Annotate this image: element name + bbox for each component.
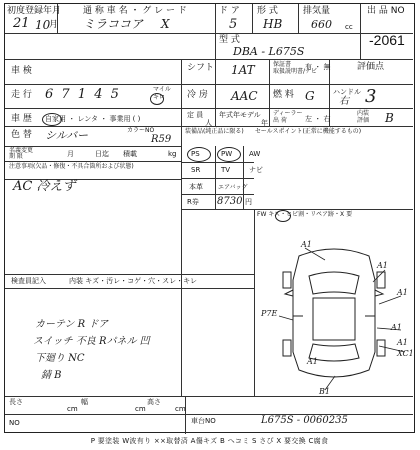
warranty-options: 有 ・ 無 <box>305 63 331 71</box>
shape-value: HB <box>263 17 283 31</box>
height-unit: cm <box>175 405 186 413</box>
equip-navi: ナビ <box>249 166 263 174</box>
equipment-label: 装備品(純正品に限る) <box>185 128 244 135</box>
rule <box>181 178 254 179</box>
recycle-unit: 円 <box>245 198 252 206</box>
first-reg-year: 21 <box>13 16 30 31</box>
deadline-label: 期 限 <box>9 153 23 160</box>
lot-label: 出 品 NO <box>367 6 405 16</box>
inspection-label: 車 検 <box>11 66 32 76</box>
color-no-label: カラーNO <box>127 127 155 134</box>
rule <box>5 274 254 275</box>
mileage-unit-km: キロ <box>153 94 166 101</box>
inspector-note-3: 下廻り NC <box>35 353 85 364</box>
equip-tv: TV <box>221 166 231 174</box>
mark-right-door: A1 <box>397 338 408 347</box>
car-damage-diagram <box>255 220 413 396</box>
dealer-options: 左 ・ 右 <box>305 115 331 123</box>
color-no-value: R59 <box>151 134 172 145</box>
rule <box>181 209 413 210</box>
usage-options: 自家用 ・ レンタ ・ 事業用 ( ) <box>45 115 141 123</box>
chassis-label: 車台NO <box>191 417 216 425</box>
rule <box>5 396 413 397</box>
interior-value: B <box>385 111 394 125</box>
auction-sheet <box>4 3 415 433</box>
rule <box>215 4 216 59</box>
interior-sub: 評価 <box>357 117 370 124</box>
mark-left: P7E <box>261 309 278 318</box>
length-label: 長さ <box>9 398 23 406</box>
rule <box>5 288 254 289</box>
chassis-value: L675S - 0060235 <box>261 415 348 426</box>
inspector-note-4: 錆 B <box>41 370 62 381</box>
notes-label: 注意事項(欠品・修復・不具合箇所および状態) <box>9 163 134 170</box>
door-label: ド ア <box>219 6 240 16</box>
name-change-label: 名義変更 <box>9 147 34 154</box>
car-name-value: ミラココア <box>83 17 144 31</box>
rule <box>5 59 413 60</box>
deadline-day: 日迄 <box>95 150 109 158</box>
length-unit: cm <box>67 405 78 413</box>
color-value: シルバー <box>45 129 88 142</box>
inspector-note-1: カーテン R ドア <box>35 319 109 330</box>
equip-sr: SR <box>191 166 201 174</box>
equip-ps: PS <box>191 150 200 158</box>
recycle-label: R券 <box>187 198 199 206</box>
rule <box>269 59 270 126</box>
ac-value: AAC <box>231 89 258 103</box>
no-label: NO <box>9 419 20 427</box>
drive-value: 右 <box>339 96 349 107</box>
first-reg-month-suffix: 月 <box>49 20 59 30</box>
rule <box>185 396 186 434</box>
inspector-note-2: スイッチ 不良 Rパネル 凹 <box>33 336 150 347</box>
sales-point-label: セールスポイント(正常に機能するもの) <box>255 128 362 135</box>
width-label: 幅 <box>81 398 88 406</box>
rule <box>181 59 182 396</box>
equip-pw-circle <box>217 147 241 162</box>
model-value: DBA - L675S <box>233 45 305 58</box>
inspector-label: 検査員記入 <box>11 277 46 285</box>
capacity-unit: 人 <box>205 119 212 127</box>
height-label: 高さ <box>147 398 161 406</box>
inspector-items: 内装 キズ・汚レ・コゲ・穴・スレ・キレ <box>69 277 198 285</box>
rule <box>5 161 181 162</box>
ac-label: 冷 房 <box>187 90 208 100</box>
mark-front: A1 <box>301 240 312 249</box>
shift-label: シフト <box>187 63 215 73</box>
score-label: 評価点 <box>357 62 385 72</box>
displacement-label: 排気量 <box>303 6 331 16</box>
score-value: 3 <box>365 86 377 107</box>
damage-legend: P 要塗装 W波有り ××取替済 A傷キズ B へコミ S さび X 要交換 C腐食 <box>90 437 329 445</box>
warranty-sub: 取扱説明書/ナビ <box>273 68 318 75</box>
fuel-label: 燃 料 <box>273 90 294 100</box>
mark-rear: B1 <box>319 387 330 396</box>
displacement-value: 660 <box>311 18 332 31</box>
rule <box>252 4 253 33</box>
equip-leather: 本革 <box>189 183 203 191</box>
equip-aw: AW <box>249 150 261 158</box>
mark-right-rear: XC1 <box>397 349 414 358</box>
rule <box>5 414 413 415</box>
mark-front-right: A1 <box>377 261 388 270</box>
shape-label: 形 式 <box>257 6 278 16</box>
rule <box>181 194 254 195</box>
first-reg-label: 初度登録年月 <box>7 6 62 16</box>
km-circle <box>150 93 164 105</box>
load-unit: kg <box>168 150 177 158</box>
rule <box>181 162 254 163</box>
equip-airbag: エアバッグ <box>218 184 248 191</box>
fw-line: FW キズ・ヒビ割・リペア跡・X 要 <box>257 211 353 218</box>
private-use-circle <box>42 113 62 126</box>
interior-label: 内装 <box>357 110 370 117</box>
rule <box>215 59 216 126</box>
load-label: 積載 <box>123 150 137 158</box>
capacity-label: 定 員 <box>187 111 204 119</box>
mark-right-front: A1 <box>397 288 408 297</box>
annual-unit: 年 <box>261 119 268 127</box>
first-reg-month: 10 <box>35 18 51 32</box>
rule <box>298 4 299 33</box>
mark-rear-inner: A1 <box>307 357 318 366</box>
recycle-value: 8730 <box>217 196 243 207</box>
notes-value: AC 冷えず <box>13 179 76 194</box>
rule <box>5 108 413 109</box>
mileage-label: 走 行 <box>11 90 32 100</box>
rule <box>360 4 361 59</box>
dealer-label: ディーラー <box>273 110 303 117</box>
dealer-sub: 出 荷 <box>273 117 287 124</box>
car-name-label: 通 称 車 名 ・ グ レ ー ド <box>83 6 187 16</box>
displacement-unit: cc <box>345 23 353 31</box>
usage-label: 車 歴 <box>11 114 32 124</box>
mileage-unit-mile: マイル <box>153 86 171 93</box>
warranty-label: 保証書 <box>273 61 292 68</box>
rule <box>5 84 413 85</box>
drive-label: ハンドル <box>333 88 361 96</box>
fuel-value: G <box>305 89 315 103</box>
color-label: 色 替 <box>11 130 32 140</box>
shift-value: 1AT <box>231 63 255 77</box>
equip-ps-circle <box>187 147 211 162</box>
door-value: 5 <box>229 17 238 32</box>
mileage-value: 6 7 1 4 5 <box>45 87 121 102</box>
rule <box>5 33 413 34</box>
lot-number: -2061 <box>369 32 405 48</box>
width-unit: cm <box>135 405 146 413</box>
annual-label: 年式年モデル <box>219 111 261 119</box>
model-label: 型 式 <box>219 35 240 45</box>
mark-right-middle: A1 <box>391 323 402 332</box>
equip-pw: PW <box>221 150 233 158</box>
deadline-month: 月 <box>67 150 74 158</box>
grade-value: X <box>161 17 170 31</box>
